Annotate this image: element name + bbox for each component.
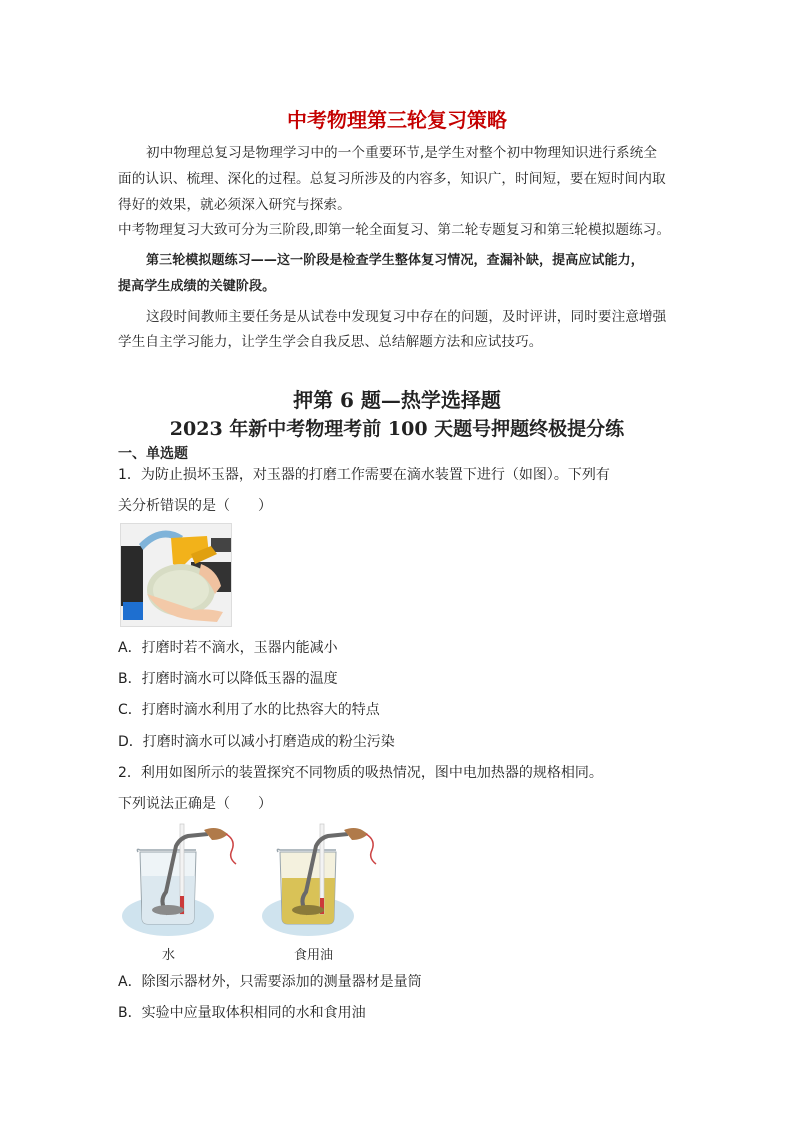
caption-water: 水 — [162, 948, 176, 963]
intro-p1-line1: 初中物理总复习是物理学习中的一个重要环节,是学生对整个初中物理知识进行系统全 — [146, 145, 658, 161]
intro-p4-line1: 这段时间教师主要任务是从试卷中发现复习中存在的问题，及时评讲，同时要注意增强 — [146, 309, 667, 325]
q1-option-b: B．打磨时滴水可以降低玉器的温度 — [118, 671, 338, 687]
q1-option-d: D．打磨时滴水可以减小打磨造成的粉尘污染 — [118, 734, 395, 750]
intro-p4-line2: 学生自主学习能力，让学生学会自我反思、总结解题方法和应试技巧。 — [118, 334, 543, 350]
beaker-illustration — [118, 818, 388, 942]
q2-option-b: B．实验中应量取体积相同的水和食用油 — [118, 1005, 366, 1021]
water-beaker — [122, 824, 236, 936]
oil-beaker — [262, 824, 376, 936]
caption-oil: 食用油 — [294, 948, 334, 963]
section-subtitle: 2023 年新中考物理考前 100 天题号押题终极提分练 — [169, 418, 625, 440]
intro-p1-line2: 面的认识、梳理、深化的过程。总复习所涉及的内容多，知识广，时间短，要在短时间内取 — [118, 171, 666, 187]
q1-option-c: C．打磨时滴水利用了水的比热容大的特点 — [118, 702, 380, 718]
intro-p2: 中考物理复习大致可分为三阶段,即第一轮全面复习、第二轮专题复习和第三轮模拟题练习。 — [118, 222, 671, 238]
intro-p3-line1: 第三轮模拟题练习——这一阶段是检查学生整体复习情况，查漏补缺，提高应试能力， — [146, 253, 644, 268]
jade-polishing-illustration — [121, 524, 231, 626]
page-title: 中考物理第三轮复习策略 — [287, 108, 507, 132]
part-heading: 一、单选题 — [118, 446, 188, 462]
intro-p3-line2: 提高学生成绩的关键阶段。 — [118, 279, 276, 294]
q2-stem-line2: 下列说法正确是（ ） — [118, 796, 272, 812]
q1-option-a: A．打磨时若不滴水，玉器内能减小 — [118, 640, 338, 656]
beaker-figure — [118, 818, 388, 942]
q1-stem-line2: 关分析错误的是（ ） — [118, 498, 272, 514]
section-title: 押第 6 题—热学选择题 — [293, 388, 501, 412]
intro-p1-line3: 得好的效果，就必须深入研究与探索。 — [118, 197, 351, 213]
q2-stem-line1: 2．利用如图所示的装置探究不同物质的吸热情况，图中电加热器的规格相同。 — [118, 765, 603, 781]
jade-polishing-photo — [120, 523, 232, 627]
q2-option-a: A．除图示器材外，只需要添加的测量器材是量筒 — [118, 974, 422, 990]
q1-stem-line1: 1．为防止损坏玉器，对玉器的打磨工作需要在滴水装置下进行（如图）。下列有 — [118, 467, 610, 483]
